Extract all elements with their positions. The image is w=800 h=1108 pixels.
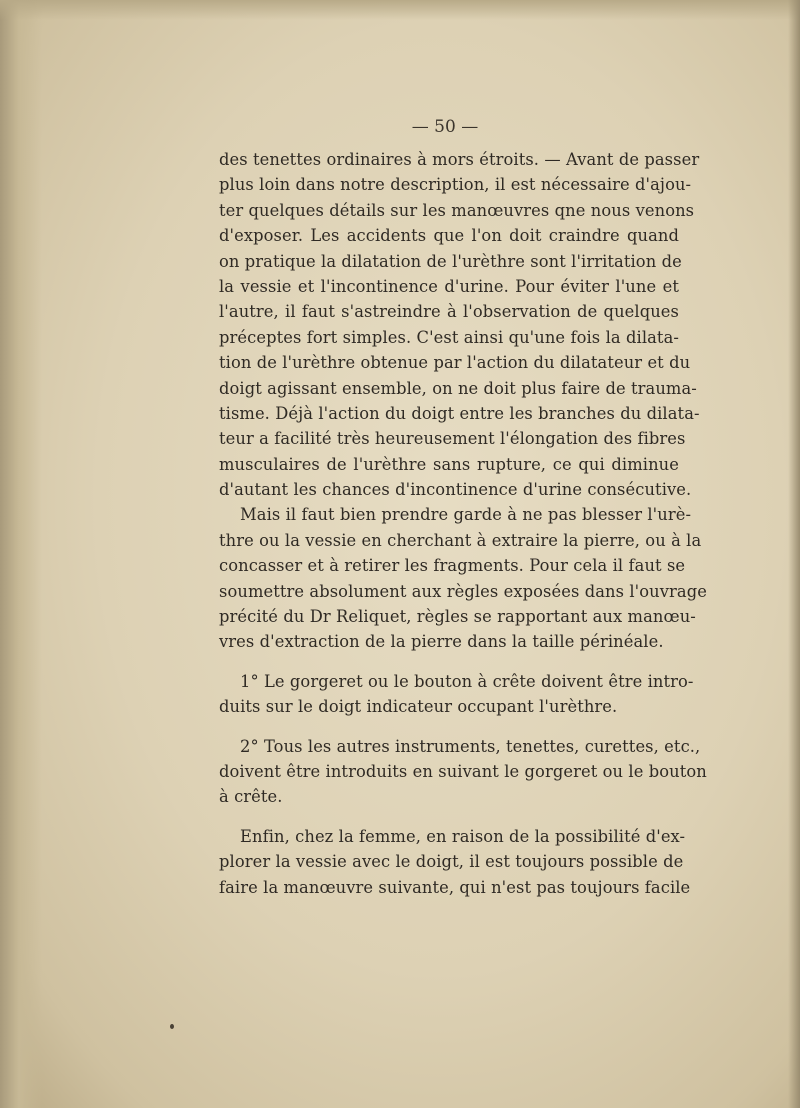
text-line: soumettre absolument aux règles exposées dans l'ouvrage: [219, 581, 707, 601]
page-shadow-top: [0, 0, 800, 20]
text-line: doigt agissant ensemble, on ne doit plus faire de trauma-: [219, 378, 697, 398]
text-line: concasser et à retirer les fragments. Pour cela il faut se: [219, 556, 686, 576]
text-line: 2° Tous les autres instruments, tenettes, curettes, etc.,: [240, 736, 701, 756]
text-line: d'exposer. Les accidents que l'on doit craindre quand: [219, 226, 679, 246]
page-shadow-right: [788, 0, 800, 1108]
text-line: 1° Le gorgeret ou le bouton à crête doivent être intro-: [240, 671, 694, 691]
paragraph-gap: [219, 810, 679, 824]
text-line: la vessie et l'incontinence d'urine. Pour éviter l'une et: [219, 276, 679, 296]
paragraph-gap: [219, 655, 679, 669]
text-line: précité du Dr Reliquet, règles se rapportant aux manœu-: [219, 607, 696, 627]
text-line: tisme. Déjà l'action du doigt entre les branches du dilata-: [219, 403, 700, 423]
text-line: faire la manœuvre suivante, qui n'est pas toujours facile: [219, 877, 691, 897]
text-line: d'autant les chances d'incontinence d'urine consécutive.: [219, 480, 692, 500]
text-line: doivent être introduits en suivant le gorgeret ou le bouton: [219, 761, 707, 781]
text-line: préceptes fort simples. C'est ainsi qu'une fois la dilata-: [219, 327, 679, 347]
text-line: plus loin dans notre description, il est nécessaire d'ajou-: [219, 175, 692, 195]
text-line: ter quelques détails sur les manœuvres qne nous venons: [219, 200, 695, 220]
text-line: l'autre, il faut s'astreindre à l'observation de quelques: [219, 302, 679, 322]
text-line: Mais il faut bien prendre garde à ne pas blesser l'urè-: [240, 505, 692, 525]
text-line: teur a facilité très heureusement l'élongation des fibres: [219, 429, 686, 449]
text-line: à crête.: [219, 787, 283, 807]
text-line: tion de l'urèthre obtenue par l'action du dilatateur et du: [219, 353, 691, 373]
text-line: Enfin, chez la femme, en raison de la possibilité d'ex-: [240, 826, 686, 846]
text-line: musculaires de l'urèthre sans rupture, ce qui diminue: [219, 454, 679, 474]
body-text: [219, 147, 707, 900]
paragraph-gap: [219, 720, 679, 734]
ink-speck: [170, 1024, 174, 1029]
text-line: duits sur le doigt indicateur occupant l'urèthre.: [219, 697, 618, 717]
text-line: des tenettes ordinaires à mors étroits. — Avant de passer: [219, 150, 700, 169]
page-number: — 50 —: [411, 117, 479, 137]
text-line: on pratique la dilatation de l'urèthre sont l'irritation de: [219, 251, 682, 271]
text-line: vres d'extraction de la pierre dans la taille périnéale.: [219, 632, 664, 652]
page-shadow-left: [0, 0, 42, 1108]
text-line: plorer la vessie avec le doigt, il est toujours possible de: [219, 852, 684, 872]
text-line: thre ou la vessie en cherchant à extraire la pierre, ou à la: [219, 530, 702, 550]
